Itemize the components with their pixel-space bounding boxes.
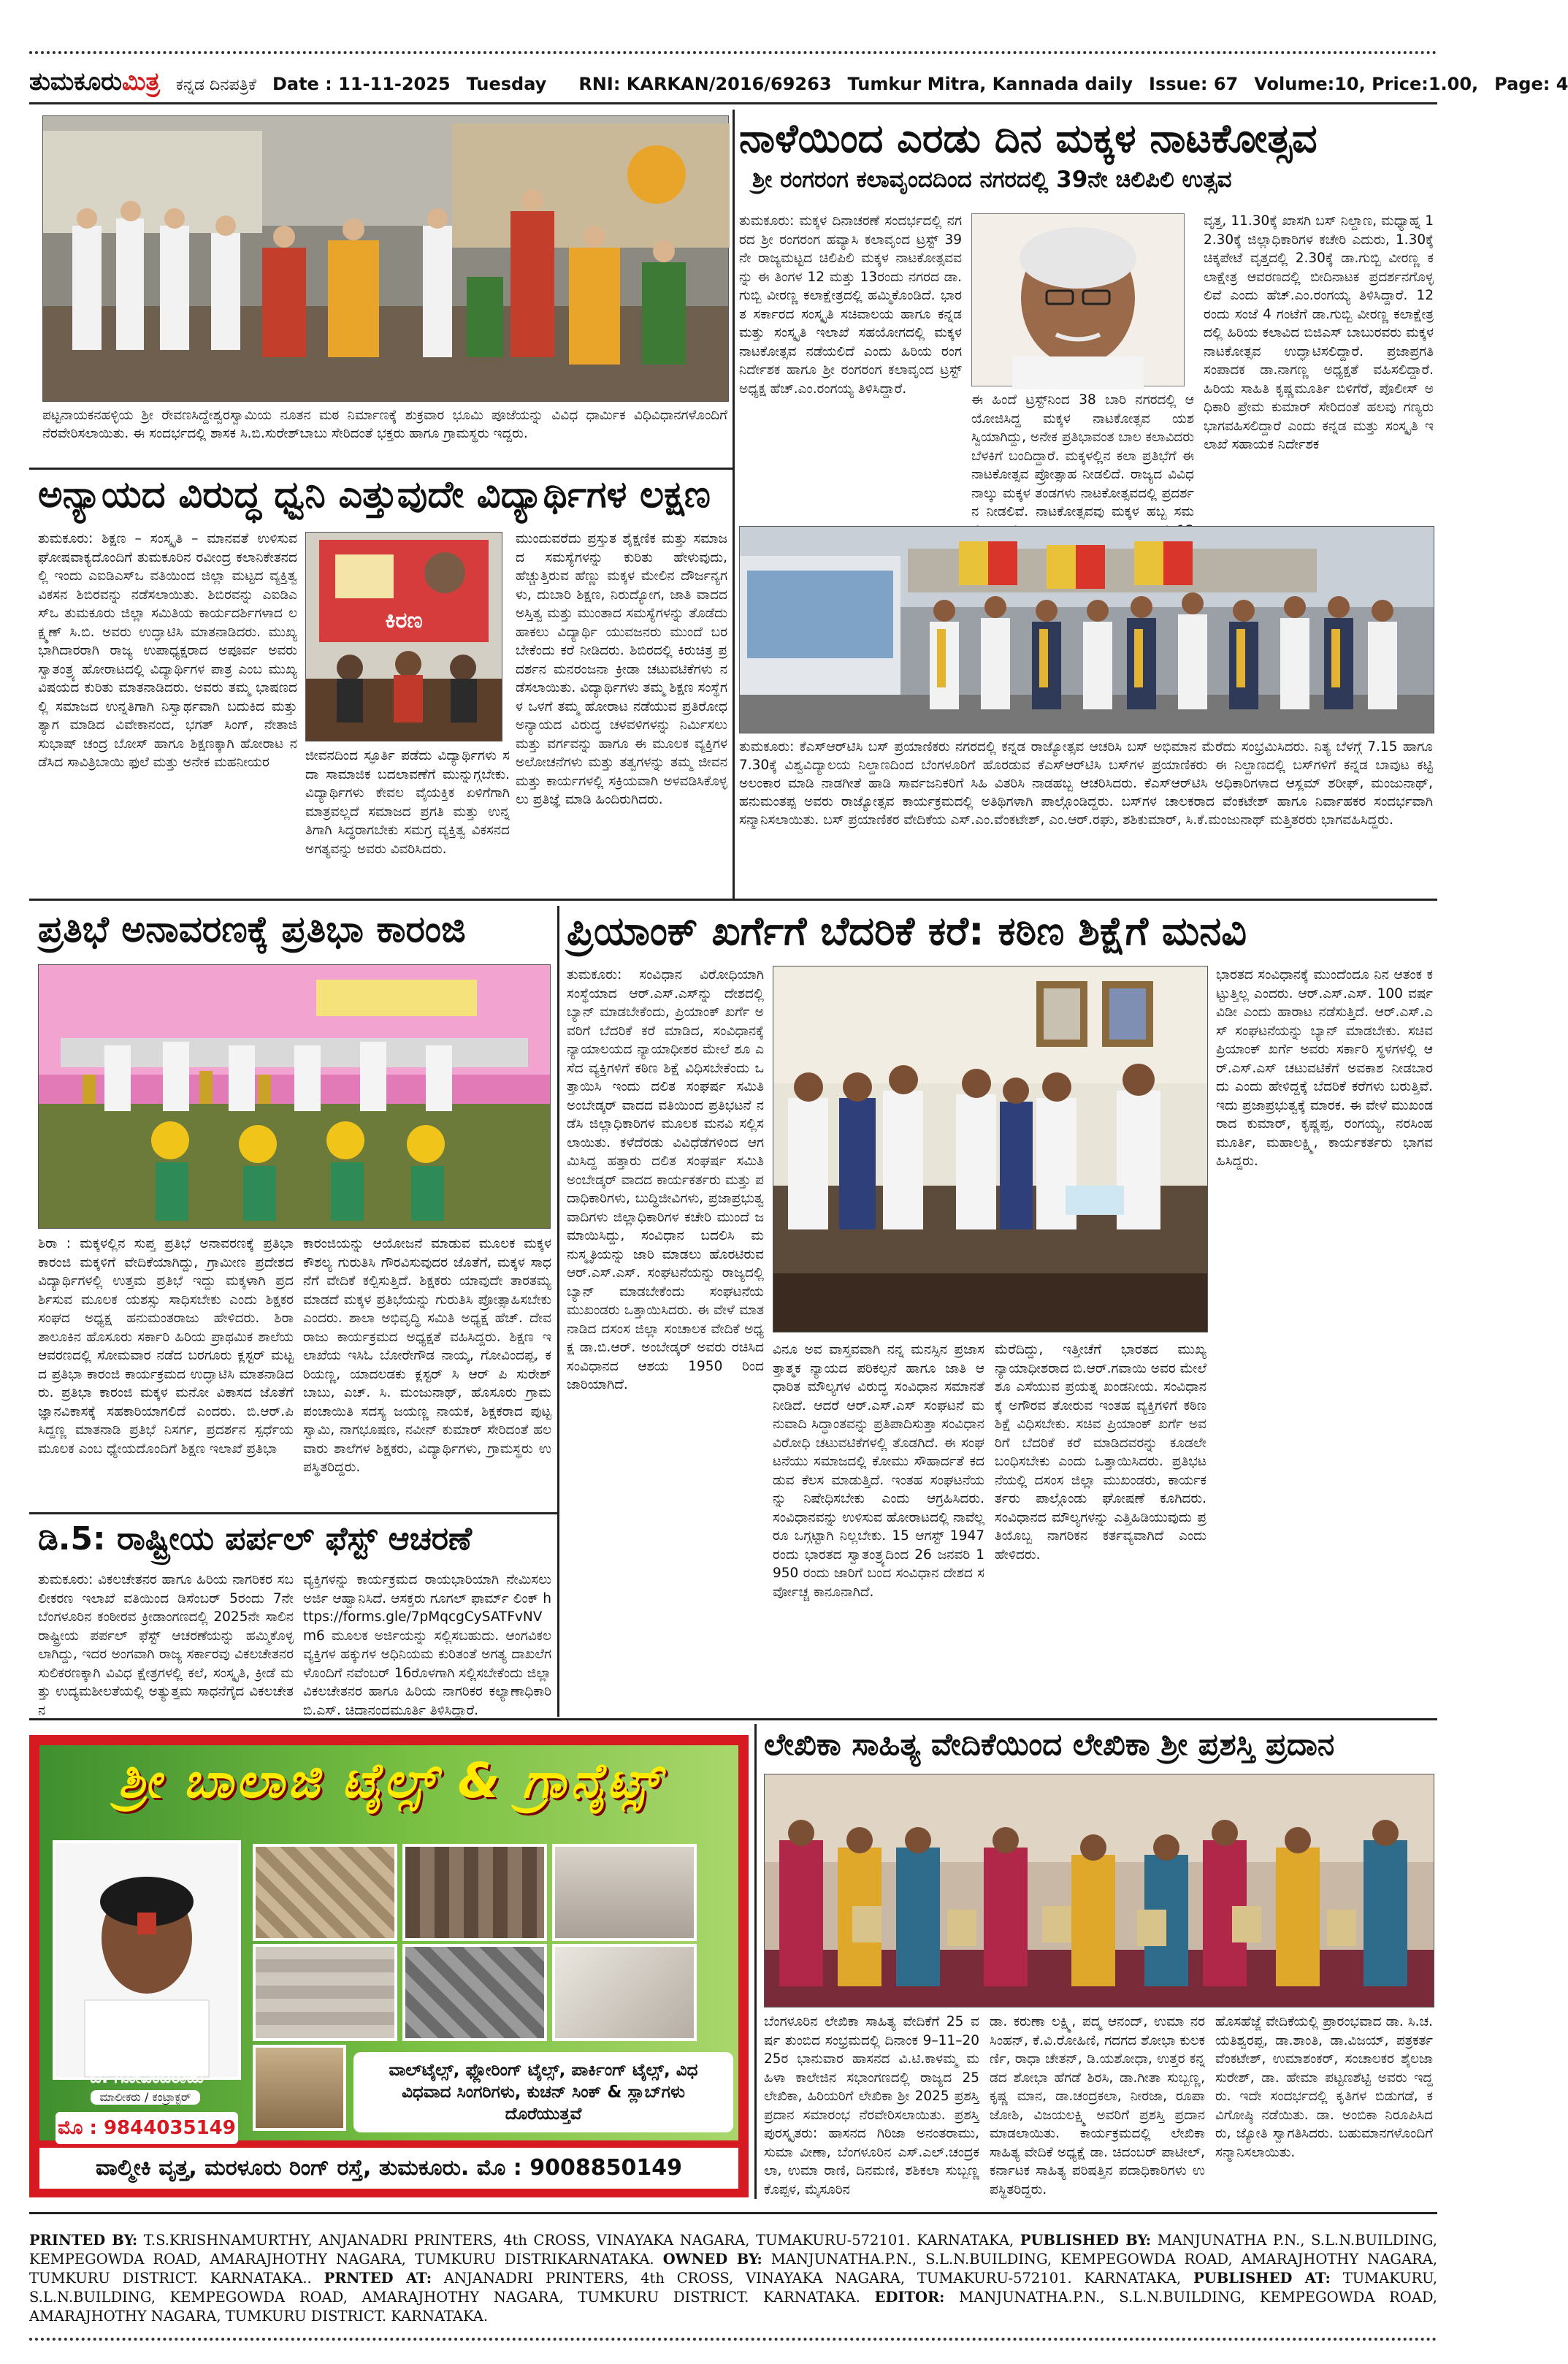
bhoomi-pooja-photo [42, 115, 729, 402]
lekhika-col-1: ಬೆಂಗಳೂರಿನ ಲೇಖಿಕಾ ಸಾಹಿತ್ಯ ವೇದಿಕೆಗೆ 25 ವರ್ಷ ತುಂಬಿದ ಸಂಭ್ರಮದಲ್ಲಿ ದಿನಾಂಕ 9–11–2025ರ ಭಾನುವಾರ ಹಾಸನದ ವಿ.ಟಿ.ಕಾಳಮ್ಮ ಮಹಿಳಾ ಕಾಲೇಜಿನ ಸಭಾಂಗಣದಲ್ಲಿ ರಾಜ್ಯದ 25 ಲೇಖಿಕಾ, ಹಿರಿಯರಿಗೆ ಲೇಖಿಕಾ ಶ್ರೀ 2025 ಪ್ರಶಸ್ತಿ ಪ್ರದಾನ ಸಮಾರಂಭ ನೆರವೇರಿಸಲಾಯಿತು. ಪ್ರಶಸ್ತಿ ಪುರಸ್ಕೃತರು: ಹಾಸನದ ಗಿರಿಜಾ ಅನಂತರಾಮು, ಸುಮಾ ವೀಣಾ, ಬೆಂಗಳೂರಿನ ಎಸ್.ಎಲ್.ಚಂದ್ರಕಲಾ, ಉಮಾ ರಾಣಿ, ದಿನಮಣಿ, ಶಶಿಕಲಾ ಸುಬ್ಬಣ್ಣ ಕೊಪ್ಪಳ, ಮೈಸೂರಿನ [764, 2014, 979, 2197]
divider-low [29, 1718, 1437, 1720]
priyank-headline: ಪ್ರಿಯಾಂಕ್ ಖರ್ಗೆಗೆ ಬೆದರಿಕೆ ಕರೆ: ಕಠಿಣ ಶಿಕ್ಷೆಗೆ ಮನವಿ [567, 908, 1247, 954]
lekhika-col-3: ಹೊಸಹೆಜ್ಜೆ ವೇದಿಕೆಯಲ್ಲಿ ಪ್ರಾರಂಭವಾದ ಡಾ. ಸಿ.ಚ.ಯತಿಶ್ವರಪ್ಪ, ಡಾ.ಶಾಂತಿ, ಡಾ.ವಿಜಯ್, ಪತ್ರಕರ್ತ ವೆಂಕಟೇಶ್, ಉಮಾಶಂಕರ್, ಸಂಚಾಲಕರ ಶೈಲಜಾ ಸುರೇಶ್, ಡಾ. ಹೇಮಾ ಪಟ್ಟಣಶೆಟ್ಟಿ ಅವರು ಇದ್ದರು. ಇದೇ ಸಂದರ್ಭದಲ್ಲಿ ಕೃತಿಗಳ ಬಿಡುಗಡೆ, ಕವಿಗೋಷ್ಠಿ ನಡೆಯಿತು. ಡಾ. ಅಂಬಿಕಾ ನಿರೂಪಿಸಿದರು, ಜ್ಯೋತಿ ಸ್ವಾಗತಿಸಿದರು. ಬಹುಮಾನಗಳೊಂದಿಗೆ ಸನ್ಮಾನಿಸಲಾಯಿತು. [1215, 2014, 1433, 2160]
top-dotted-rule [29, 51, 1437, 54]
divider-left-2 [29, 1512, 557, 1514]
masthead [29, 67, 1568, 96]
pratibha-col-1: ಶಿರಾ : ಮಕ್ಕಳಲ್ಲಿನ ಸುಪ್ತ ಪ್ರತಿಭೆ ಅನಾವರಣಕ್ಕೆ ಪ್ರತಿಭಾ ಕಾರಂಜಿ ಮಕ್ಕಳಿಗೆ ವೇದಿಕೆಯಾಗಿದ್ದು, ಗ್ರಾಮೀಣ ಪ್ರದೇಶದ ವಿದ್ಯಾರ್ಥಿಗಳಲ್ಲಿ ಉತ್ತಮ ಪ್ರತಿಭೆ ಇದ್ದು ಮಕ್ಕಳಾಗಿ ಪ್ರದರ್ಶಿಸುವ ಮೂಲಕ ಯಶಸ್ಸು ಸಾಧಿಸಬೇಕು ಎಂದು ಶಿಕ್ಷಕರ ಸಂಘದ ಅಧ್ಯಕ್ಷ ಹನುಮಂತರಾಜು ಹೇಳಿದರು. ಶಿರಾ ತಾಲೂಕಿನ ಹೊಸೂರು ಸರ್ಕಾರಿ ಹಿರಿಯ ಪ್ರಾಥಮಿಕ ಶಾಲೆಯ ಆವರಣದಲ್ಲಿ ಸೋಮವಾರ ನಡೆದ ಬರಗೂರು ಕ್ಲಸ್ಟರ್ ಮಟ್ಟದ ಪ್ರತಿಭಾ ಕಾರಂಜಿ ಕಾರ್ಯಕ್ರಮದ ಉದ್ಘಾಟಿಸಿ ಮಾತನಾಡಿದರು. ಪ್ರತಿಭಾ ಕಾರಂಜಿ ಮಕ್ಕಳ ಮನೋ ವಿಕಾಸದ ಜೊತೆಗೆ ಜ್ಞಾನವಿಕಾಸಕ್ಕೆ ಸಹಕಾರಿಯಾಗಲಿದೆ ಎಂದರು. ಬಿ.ಆರ್.ಪಿ ಸಿದ್ದಣ್ಣ ಮಾತನಾಡಿ ಪ್ರತಿಭೆ ನಿಸರ್ಗ, ಪ್ರದರ್ಶನ ಸ್ಪರ್ಧೆಯ ಮೂಲಕ ಎಂಬ ಧ್ಯೇಯದೊಂದಿಗೆ ಶಿಕ್ಷಣ ಇಲಾಖೆ ಪ್ರತಿಭಾ [38, 1236, 294, 1457]
imprint-published-by: MANJUNATHA P.N., S.L.N.BUILDING, KEMPEGOWDA ROAD, AMARAJHOTHY NAGARA, TUMKURU DISTRIKARNATAKA. [29, 2232, 1438, 2268]
priyank-col-2: ವಿನೂ ಅವ ವಾಸ್ತವವಾಗಿ ನನ್ನ ಮನಸ್ಸಿನ ಪ್ರಜಾಸತ್ತಾತ್ಮಕ ನ್ಯಾಯದ ಪರಿಕಲ್ಪನೆ ಹಾಗೂ ಜಾತಿ ಆಧಾರಿತ ಮೌಲ್ಯಗಳ ವಿರುದ್ಧ ಸಂವಿಧಾನ ಸಮಾನತೆ ನೀಡಿದೆ. ಆದರೆ ಆರ್.ಎಸ್.ಎಸ್ ಸಂಘಟನೆ ಮನುವಾದಿ ಸಿದ್ಧಾಂತವನ್ನು ಪ್ರತಿಪಾದಿಸುತ್ತಾ ಸಂವಿಧಾನ ವಿರೋಧಿ ಚಟುವಟಿಕೆಗಳಲ್ಲಿ ತೊಡಗಿದೆ. ಈ ಸಂಘಟನೆಯು ಸಮಾಜದಲ್ಲಿ ಕೋಮು ಸೌಹಾರ್ದತೆ ಕದಡುವ ಕೆಲಸ ಮಾಡುತ್ತಿದೆ. ಇಂತಹ ಸಂಘಟನೆಯನ್ನು ನಿಷೇಧಿಸಬೇಕು ಎಂದು ಆಗ್ರಹಿಸಿದರು. ಸಂವಿಧಾನವನ್ನು ಉಳಿಸುವ ಹೋರಾಟದಲ್ಲಿ ನಾವೆಲ್ಲರೂ ಒಗ್ಗಟ್ಟಾಗಿ ನಿಲ್ಲಬೇಕು. 15 ಆಗಸ್ಟ್ 1947 ರಂದು ಭಾರತದ ಸ್ವಾತಂತ್ರ್ಯದಿಂದ 26 ಜನವರಿ 1950 ರಂದು ಜಾರಿಗೆ ಬಂದ ಸಂವಿಧಾನ ದೇಶದ ಸರ್ವೋಚ್ಚ ಕಾನೂನಾಗಿದೆ. [773, 1342, 984, 1600]
drama-col-3: ವೃತ್ತ, 11.30ಕ್ಕೆ ಖಾಸಗಿ ಬಸ್ ನಿಲ್ದಾಣ, ಮಧ್ಯಾಹ್ನ 12.30ಕ್ಕೆ ಜಿಲ್ಲಾಧಿಕಾರಿಗಳ ಕಚೇರಿ ಎದುರು, 1.30ಕ್ಕೆ ಚಿಕ್ಕಪೇಟೆ ವೃತ್ತದಲ್ಲಿ 2.30ಕ್ಕೆ ಡಾ.ಗುಬ್ಬಿ ವೀರಣ್ಣ ಕಲಾಕ್ಷೇತ್ರ ಆವರಣದಲ್ಲಿ ಬೀದಿನಾಟಕ ಪ್ರದರ್ಶನಗೊಳ್ಳಲಿವೆ ಎಂದು ಹೆಚ್.ಎಂ.ರಂಗಯ್ಯ ತಿಳಿಸಿದ್ದಾರೆ. 12ರಂದು ಸಂಜೆ 4 ಗಂಟೆಗೆ ಡಾ.ಗುಬ್ಬಿ ವೀರಣ್ಣ ಕಲಾಕ್ಷೇತ್ರದಲ್ಲಿ ಹಿರಿಯ ಕಲಾವಿದ ಬಿಜಿಎಸ್ ಬಾಬುರವರು ಮಕ್ಕಳ ನಾಟಕೋತ್ಸವ ಉದ್ಘಾಟಿಸಲಿದ್ದಾರೆ. ಪ್ರಜಾಪ್ರಗತಿ ಸಂಪಾದಕ ಡಾ.ನಾಗಣ್ಣ ಅಧ್ಯಕ್ಷತೆ ವಹಿಸಲಿದ್ದಾರೆ. ಹಿರಿಯ ಸಾಹಿತಿ ಕೃಷ್ಣಮೂರ್ತಿ ಬಿಳಿಗೆರೆ, ಪೊಲೀಸ್ ಅಧಿಕಾರಿ ಪ್ರೇಮ ಕುಮಾರ್ ಸೇರಿದಂತೆ ಹಲವು ಗಣ್ಯರು ಭಾಗವಹಿಸಲಿದ್ದಾರೆ ಎಂದು ಕನ್ನಡ ಮತ್ತು ಸಂಸ್ಕೃತಿ ಇಲಾಖೆ ಸಹಾಯಕ ನಿರ್ದೇಶಕ [1204, 213, 1434, 452]
advert-owner-phone: ಮೊ : 9844035149 [56, 2112, 238, 2144]
divider-low-col [754, 1724, 757, 2199]
imprint-editor: MANJUNATHA.P.N., S.L.N.BUILDING, KEMPEGOWDA ROAD, AMARAJHOTHY NAGARA, TUMKURU DISTRICT. KARNATAKA. [29, 2289, 1437, 2325]
masthead-rni: RNI: KARKAN/2016/69263 [578, 74, 832, 94]
lekhika-headline: ಲೇಖಿಕಾ ಸಾಹಿತ್ಯ ವೇದಿಕೆಯಿಂದ ಲೇಖಿಕಾ ಶ್ರೀ ಪ್ರಶಸ್ತಿ ಪ್ರದಾನ [764, 1726, 1335, 1762]
masthead-issue: Issue: 67 [1149, 74, 1239, 94]
priyank-col-4: ಭಾರತದ ಸಂವಿಧಾನಕ್ಕೆ ಮುಂದೆಂದೂ ನಿನ ಆತಂಕ ಕಟ್ಟುತ್ತಿಲ್ಲ ಎಂದರು. ಆರ್.ಎಸ್.ಎಸ್. 100 ವರ್ಷವಿಡೀ ಎಂದು ಹಾರಾಟ ನಡೆಸುತ್ತಿದೆ. ಆರ್.ಎಸ್.ಎಸ್ ಸಂಘಟನೆಯನ್ನು ಬ್ಯಾನ್ ಮಾಡಬೇಕು. ಸಚಿವ ಪ್ರಿಯಾಂಕ್ ಖರ್ಗೆ ಅವರು ಸರ್ಕಾರಿ ಸ್ಥಳಗಳಲ್ಲಿ ಆರ್.ಎಸ್.ಎಸ್ ಚಟುವಟಿಕೆಗೆ ಅವಕಾಶ ನೀಡಬಾರದು ಎಂದು ಹೇಳಿದ್ದಕ್ಕೆ ಬೆದರಿಕೆ ಕರೆಗಳು ಬರುತ್ತಿವೆ. ಇದು ಪ್ರಜಾಪ್ರಭುತ್ವಕ್ಕೆ ಮಾರಕ. ಈ ವೇಳೆ ಮುಖಂಡರಾದ ಕುಮಾರ್, ಕೃಷ್ಣಪ್ಪ, ರಂಗಯ್ಯ, ನರಸಿಂಹಮೂರ್ತಿ, ಮಹಾಲಕ್ಷ್ಮಿ, ಕಾರ್ಯಕರ್ತರು ಭಾಗವಹಿಸಿದ್ದರು. [1216, 967, 1433, 1169]
aidso-camp-photo [305, 532, 502, 741]
imprint-printed-by-label: PRINTED BY: [29, 2232, 138, 2249]
drama-col-1: ತುಮಕೂರು: ಮಕ್ಕಳ ದಿನಾಚರಣೆ ಸಂದರ್ಭದಲ್ಲಿ ನಗರದ ಶ್ರೀ ರಂಗರಂಗ ಹವ್ಯಾಸಿ ಕಲಾವೃಂದ ಟ್ರಸ್ಟ್ 39ನೇ ರಾಜ್ಯಮಟ್ಟದ ಚಿಲಿಪಿಲಿ ಮಕ್ಕಳ ನಾಟಕೋತ್ಸವವನ್ನು ಈ ತಿಂಗಳ 12 ಮತ್ತು 13ರಂದು ನಗರದ ಡಾ.ಗುಬ್ಬಿ ವೀರಣ್ಣ ಕಲಾಕ್ಷೇತ್ರದಲ್ಲಿ ಹಮ್ಮಿಕೊಂಡಿದೆ. ಭಾರತ ಸರ್ಕಾರದ ಸಂಸ್ಕೃತಿ ಸಚಿವಾಲಯ ಹಾಗೂ ಕನ್ನಡ ಮತ್ತು ಸಂಸ್ಕೃತಿ ಇಲಾಖೆ ಸಹಯೋಗದಲ್ಲಿ ಮಕ್ಕಳ ನಾಟಕೋತ್ಸವ ನಡೆಯಲಿದೆ ಎಂದು ಹಿರಿಯ ರಂಗ ನಿರ್ದೇಶಕ ಹಾಗೂ ಶ್ರೀ ರಂಗರಂಗ ಕಲಾವೃಂದ ಟ್ರಸ್ಟ್ ಅಧ್ಯಕ್ಷ ಹೆಚ್.ಎಂ.ರಂಗಯ್ಯ ತಿಳಿಸಿದ್ದಾರೆ. [739, 213, 962, 397]
imprint-printed-at: ANJANADRI PRINTERS, 4th CROSS, VINAYAKA NAGARA, TUMAKURU-572101. KARNATAKA, [443, 2270, 1182, 2287]
balaji-tiles-advert [29, 1735, 749, 2197]
drama-headline: ನಾಳೆಯಿಂದ ಎರಡು ದಿನ ಮಕ್ಕಳ ನಾಟಕೋತ್ಸವ [739, 115, 1317, 161]
advert-address-footer: ವಾಲ್ಮೀಕಿ ವೃತ್ತ, ಮರಳೂರು ರಿಂಗ್ ರಸ್ತೆ, ತುಮಕೂರು. ಮೊ : 9008850149 [39, 2148, 738, 2189]
divider-mid [29, 899, 1437, 901]
advert-tile-photo-1 [253, 1844, 397, 1941]
purple-col-1: ತುಮಕೂರು: ವಿಕಲಚೇತನರ ಹಾಗೂ ಹಿರಿಯ ನಾಗರಿಕರ ಸಬಲೀಕರಣ ಇಲಾಖೆ ವತಿಯಿಂದ ಡಿಸೆಂಬರ್ 5ರಂದು 7ನೇ ಬೆಂಗಳೂರಿನ ಕಂಠೀರವ ಕ್ರೀಡಾಂಗಣದಲ್ಲಿ 2025ನೇ ಸಾಲಿನ ರಾಷ್ಟ್ರೀಯ ಪರ್ಪಲ್ ಫೆಸ್ಟ್ ಆಚರಣೆಯನ್ನು ಹಮ್ಮಿಕೊಳ್ಳಲಾಗಿದ್ದು, ಇದರ ಅಂಗವಾಗಿ ರಾಜ್ಯ ಸರ್ಕಾರವು ವಿಕಲಚೇತನರ ಸುಲಿಕರಣಕ್ಕಾಗಿ ವಿವಿಧ ಕ್ಷೇತ್ರಗಳಲ್ಲಿ ಕಲೆ, ಸಂಸ್ಕೃತಿ, ಕ್ರೀಡೆ ಮತ್ತು ಉದ್ಯಮಶೀಲತೆಯಲ್ಲಿ ಅತ್ಯುತ್ತಮ ಸಾಧನೆಗೈದ ವಿಕಲಚೇತನ [38, 1572, 294, 1718]
priyank-col-1: ತುಮಕೂರು: ಸಂವಿಧಾನ ವಿರೋಧಿಯಾಗಿ ಸಂಸ್ಥೆಯಾದ ಆರ್.ಎಸ್.ಎಸ್‌ನ್ನು ದೇಶದಲ್ಲಿ ಬ್ಯಾನ್ ಮಾಡಬೇಕೆಂದು, ಪ್ರಿಯಾಂಕ್ ಖರ್ಗೆ ಅವರಿಗೆ ಬೆದರಿಕೆ ಕರೆ ಮಾಡಿದ, ಸಂವಿಧಾನಕ್ಕೆ ನ್ಯಾಯಾಲಯದ ನ್ಯಾಯಾಧೀಶರ ಮೇಲೆ ಶೂ ಎಸೆದ ವ್ಯಕ್ತಿಗಳಿಗೆ ಕಠಿಣ ಶಿಕ್ಷೆ ವಿಧಿಸಬೇಕೆಂದು ಒತ್ತಾಯಿಸಿ ಇಂದು ದಲಿತ ಸಂಘರ್ಷ ಸಮಿತಿ ಅಂಬೇಡ್ಕರ್ ವಾದದ ವತಿಯಿಂದ ಪ್ರತಿಭಟನೆ ನಡೆಸಿ ಜಿಲ್ಲಾಧಿಕಾರಿಗಳ ಮೂಲಕ ಮನವಿ ಸಲ್ಲಿಸಲಾಯಿತು. ಕಳೆದೆರಡು ವಿವಿಧೆಡೆಗಳಿಂದ ಆಗಮಿಸಿದ್ದ ಹತ್ತಾರು ದಲಿತ ಸಂಘರ್ಷ ಸಮಿತಿ ಅಂಬೇಡ್ಕರ್ ವಾದದ ಕಾರ್ಯಕರ್ತರು ಮತ್ತು ಪದಾಧಿಕಾರಿಗಳು, ಬುದ್ಧಿಜೀವಿಗಳು, ಪ್ರಜಾಪ್ರಭುತ್ವವಾದಿಗಳು ಜಿಲ್ಲಾಧಿಕಾರಿಗಳ ಕಚೇರಿ ಮುಂದೆ ಜಮಾಯಿಸಿದ್ದು, ಸಂವಿಧಾನ ಬದಲಿಸಿ ಮನುಸ್ಮೃತಿಯನ್ನು ಜಾರಿ ಮಾಡಲು ಹೊರಟಿರುವ ಆರ್.ಎಸ್.ಎಸ್. ಸಂಘಟನೆಯನ್ನು ರಾಜ್ಯದಲ್ಲಿ ಬ್ಯಾನ್ ಮಾಡಬೇಕೆಂದು ಸಂಘಟನೆಯ ಮುಖಂಡರು ಒತ್ತಾಯಿಸಿದರು. ಈ ವೇಳೆ ಮಾತನಾಡಿದ ದಸಂಸ ಜಿಲ್ಲಾ ಸಂಚಾಲಕ ವೇದಿಕೆ ಅಧ್ಯಕ್ಷ ಡಾ.ಬಿ.ಆರ್. ಅಂಬೇಡ್ಕರ್ ಅವರು ರಚಿಸಿದ ಸಂವಿಧಾನದ ಆಶಯ 1950 ರಿಂದ ಜಾರಿಯಾಗಿದೆ. [567, 967, 764, 1392]
imprint-owned-by: MANJUNATHA.P.N., S.L.N.BUILDING, KEMPEGOWDA ROAD, AMARAJHOTHY NAGARA, TUMKURU DISTRICT. KARNATAKA.. [29, 2251, 1438, 2287]
imprint-published-at-label: PUBLISHED AT: [1193, 2270, 1331, 2287]
pratibha-col-2: ಕಾರಂಜಿಯನ್ನು ಆಯೋಜನೆ ಮಾಡುವ ಮೂಲಕ ಮಕ್ಕಳ ಕೌಶಲ್ಯ ಗುರುತಿಸಿ ಗೌರವಿಸುವುದರ ಜೊತೆಗೆ, ಮಕ್ಕಳ ಸಾಧನೆಗೆ ವೇದಿಕೆ ಕಲ್ಪಿಸುತ್ತಿದೆ. ಶಿಕ್ಷಕರು ಯಾವುದೇ ತಾರತಮ್ಯ ಮಾಡದೆ ಮಕ್ಕಳ ಪ್ರತಿಭೆಯನ್ನು ಗುರುತಿಸಿ ಪ್ರೋತ್ಸಾಹಿಸಬೇಕು ಎಂದರು. ಶಾಲಾ ಅಭಿವೃದ್ಧಿ ಸಮಿತಿ ಅಧ್ಯಕ್ಷ ಹೆಚ್. ದೇವರಾಜು ಕಾರ್ಯಕ್ರಮದ ಅಧ್ಯಕ್ಷತೆ ವಹಿಸಿದ್ದರು. ಶಿಕ್ಷಣ ಇಲಾಖೆಯ ಇಸಿಓ ಬೋರೇಗೌಡ ನಾಯ್ಕ, ಗೋವಿಂದಪ್ಪ, ಕರಿಯಣ್ಣ, ಯಾದಲಡಕು ಕ್ಲಸ್ಟರ್ ಸಿ ಆರ್ ಪಿ ಸುರೇಶ್ ಬಾಬು, ಎಚ್. ಸಿ. ಮಂಜುನಾಥ್, ಹೊಸೂರು ಗ್ರಾಮ ಪಂಚಾಯಿತಿ ಸದಸ್ಯ ಜಯಣ್ಣ ನಾಯಕ, ಶಿಕ್ಷಕರಾದ ಪುಟ್ಟಸ್ವಾಮಿ, ನಾಗಭೂಷಣ, ನವೀನ್ ಕುಮಾರ್ ಸೇರಿದಂತೆ ಹಲವಾರು ಶಾಲೆಗಳ ಶಿಕ್ಷಕರು, ವಿದ್ಯಾರ್ಥಿಗಳು, ಗ್ರಾಮಸ್ಥರು ಉಪಸ್ಥಿತರಿದ್ದರು. [303, 1236, 551, 1475]
masthead-tagline: ಕನ್ನಡ ದಿನಪತ್ರಿಕೆ [175, 76, 256, 94]
advert-tile-photo-4 [253, 1944, 397, 2041]
dhvani-headline: ಅನ್ಯಾಯದ ವಿರುದ್ಧ ಧ್ವನಿ ಎತ್ತುವುದೇ ವಿದ್ಯಾರ್ಥಿಗಳ ಲಕ್ಷಣ [38, 473, 711, 516]
masthead-paper-name: Tumkur Mitra, Kannada daily [847, 74, 1133, 94]
aidso-banner-text: ಕಿರಣ [385, 608, 423, 633]
divider-left-1 [29, 468, 733, 470]
lekhika-award-photo [764, 1774, 1434, 2008]
drama-subhead: ಶ್ರೀ ರಂಗರಂಗ ಕಲಾವೃಂದದಿಂದ ನಗರದಲ್ಲಿ 39ನೇ ಚಿಲಿಪಿಲಿ ಉತ್ಸವ [752, 167, 1232, 193]
pratibha-karanji-photo [38, 964, 551, 1229]
advert-tile-photo-2 [402, 1844, 547, 1941]
lekhika-col-2: ಡಾ. ಕರುಣಾ ಲಕ್ಷ್ಮಿ, ಪದ್ಮ ಆನಂದ್, ಉಮಾ ನರಸಿಂಹನ್, ಕೆ.ವಿ.ರೋಹಿಣಿ, ಗದಗದ ಶೋಭಾ ಕುಲಕರ್ಣಿ, ರಾಧಾ ಚೇತನ್, ಡಿ.ಯಶೋಧಾ, ಉತ್ತರ ಕನ್ನಡದ ಶೋಭಾ ಹೆಗಡೆ ಶಿರಸಿ, ಡಾ.ಗೀತಾ ಸುಬ್ಬಣ್ಣ, ಕೃಷ್ಣ ಮಾನ, ಡಾ.ಚಂದ್ರಕಲಾ, ನೀರಜಾ, ರೂಪಾ ಜೋಶಿ, ವಿಜಯಲಕ್ಷ್ಮಿ ಅವರಿಗೆ ಪ್ರಶಸ್ತಿ ಪ್ರದಾನ ಮಾಡಲಾಯಿತು. ಕಾರ್ಯಕ್ರಮದಲ್ಲಿ ಲೇಖಿಕಾ ಸಾಹಿತ್ಯ ವೇದಿಕೆ ಅಧ್ಯಕ್ಷೆ ಡಾ. ಚಿದಂಬರ್ ಪಾಟೀಲ್, ಕರ್ನಾಟಕ ಸಾಹಿತ್ಯ ಪರಿಷತ್ತಿನ ಪದಾಧಿಕಾರಿಗಳು ಉಪಸ್ಥಿತರಿದ್ದರು. [990, 2014, 1205, 2197]
masthead-volume-price: Volume:10, Price:1.00, [1254, 74, 1479, 94]
drama-col-2: ಈ ಹಿಂದೆ ಟ್ರಸ್ಟ್‌ನಿಂದ 38 ಬಾರಿ ನಗರದಲ್ಲಿ ಆಯೋಜಿಸಿದ್ದ ಮಕ್ಕಳ ನಾಟಕೋತ್ಸವ ಯಶಸ್ವಿಯಾಗಿದ್ದು, ಅನೇಕ ಪ್ರತಿಭಾವಂತ ಬಾಲ ಕಲಾವಿದರು ಬೆಳಕಿಗೆ ಬಂದಿದ್ದಾರೆ. ಮಕ್ಕಳಲ್ಲಿನ ಕಲಾ ಪ್ರತಿಭೆಗೆ ಈ ನಾಟಕೋತ್ಸವ ಪ್ರೋತ್ಸಾಹ ನೀಡಲಿದೆ. ರಾಜ್ಯದ ವಿವಿಧ ನಾಲ್ಕು ಮಕ್ಕಳ ತಂಡಗಳು ನಾಟಕೋತ್ಸವದಲ್ಲಿ ಪ್ರದರ್ಶನ ನೀಡಲಿವೆ. ನಾಟಕೋತ್ಸವವು ಮಕ್ಕಳ ಹಬ್ಬ ಸಮ [971, 392, 1194, 519]
advert-title: ಶ್ರೀ ಬಾಲಾಜಿ ಟೈಲ್ಸ್ & ಗ್ರಾನೈಟ್ಸ್ [118, 1753, 662, 1809]
pratibha-headline: ಪ್ರತಿಭೆ ಅನಾವರಣಕ್ಕೆ ಪ್ರತಿಭಾ ಕಾರಂಜಿ [38, 908, 466, 950]
imprint-editor-label: EDITOR: [874, 2289, 945, 2306]
divider-top [733, 110, 735, 899]
masthead-rule [29, 102, 1437, 104]
priyank-memorandum-photo [773, 966, 1208, 1332]
bottom-dotted-rule [29, 2338, 1437, 2341]
purple-headline: ಡಿ.5: ರಾಷ್ಟ್ರೀಯ ಪರ್ಪಲ್ ಫೆಸ್ಟ್ ಆಚರಣೆ [38, 1520, 473, 1557]
rangayya-portrait [971, 213, 1185, 386]
advert-tile-photo-5 [402, 1944, 547, 2041]
masthead-day: Tuesday [466, 74, 547, 94]
dhvani-col-3: ಮುಂದುವರೆದು ಪ್ರಸ್ತುತ ಶೈಕ್ಷಣಿಕ ಮತ್ತು ಸಮಾಜದ ಸಮಸ್ಯೆಗಳನ್ನು ಕುರಿತು ಹೇಳುವುದು, ಹೆಚ್ಚುತ್ತಿರುವ ಹೆಣ್ಣು ಮಕ್ಕಳ ಮೇಲಿನ ದೌರ್ಜನ್ಯಗಳು, ದುಬಾರಿ ಶಿಕ್ಷಣ, ನಿರುದ್ಯೋಗ, ಜಾತಿ ವಾದದ ಅಸ್ತಿತ್ವ ಮತ್ತು ಮುಂತಾದ ಸಮಸ್ಯೆಗಳನ್ನು ತೊಡೆದು ಹಾಕಲು ವಿದ್ಯಾರ್ಥಿ ಯುವಜನರು ಮುಂದೆ ಬರಬೇಕೆಂದು ಕರೆ ನೀಡಿದರು. ಶಿಬಿರದಲ್ಲಿ ಕಿರುಚಿತ್ರ ಪ್ರದರ್ಶನ ಮನರಂಜನಾ ಕ್ರೀಡಾ ಚಟುವಟಿಕೆಗಳು ನಡೆಸಲಾಯಿತು. ವಿದ್ಯಾರ್ಥಿಗಳು ತಮ್ಮ ಶಿಕ್ಷಣ ಸಂಸ್ಥೆಗಳ ಒಳಗೆ ತಮ್ಮ ಹೋರಾಟ ನಡೆಯುವ ಪ್ರತಿರೋಧ ಅನ್ಯಾಯದ ವಿರುದ್ಧ ಚಳವಳಿಗಳನ್ನು ನಿರ್ಮಿಸಲು ಮತ್ತು ವರ್ಗವನ್ನು ಹಾಗೂ ಈ ಮೂಲಕ ವ್ಯಕ್ತಿಗಳ ಅಲೋಚನೆಗಳು ಮತ್ತು ತತ್ವಗಳನ್ನು ತಮ್ಮ ಜೀವನ ಮತ್ತು ಕಾರ್ಯಗಳಲ್ಲಿ ಸಕ್ರಿಯವಾಗಿ ಅಳವಡಿಸಿಕೊಳ್ಳಲು ಪ್ರತಿಜ್ಞೆ ಮಾಡಿ ಹಿಂದಿರುಗಿದರು. [516, 531, 727, 807]
purple-col-2: ವ್ಯಕ್ತಿಗಳನ್ನು ಕಾರ್ಯಕ್ರಮದ ರಾಯಭಾರಿಯಾಗಿ ನೇಮಿಸಲು ಅರ್ಜಿ ಆಹ್ವಾನಿಸಿದೆ. ಆಸಕ್ತರು ಗೂಗಲ್ ಫಾರ್ಮ್ ಲಿಂಕ್ https://forms.gle/7pMqcgCySATFvNVm6 ಮೂಲಕ ಅರ್ಜಿಯನ್ನು ಸಲ್ಲಿಸಬಹುದು. ಆಂಗವಿಕಲ ವ್ಯಕ್ತಿಗಳ ಹಕ್ಕುಗಳ ಅಧಿನಿಯಮ ಕುರಿತಂತೆ ಅಗತ್ಯ ದಾಖಲೆಗಳೊಂದಿಗೆ ನವೆಂಬರ್ 16ರೊಳಗಾಗಿ ಸಲ್ಲಿಸಬೇಕೆಂದು ಜಿಲ್ಲಾ ವಿಕಲಚೇತನರ ಹಾಗೂ ಹಿರಿಯ ನಾಗರಿಕರ ಕಲ್ಯಾಣಾಧಿಕಾರಿ ಬಿ.ಎಸ್. ಚಿದಾನಂದಮೂರ್ತಿ ತಿಳಿಸಿದ್ದಾರೆ. [303, 1572, 551, 1718]
imprint-published-by-label: PUBLISHED BY: [1020, 2232, 1152, 2249]
bus-rajyotsava-caption: ತುಮಕೂರು: ಕೆಎಸ್‌ಆರ್‌ಟಿಸಿ ಬಸ್ ಪ್ರಯಾಣಿಕರು ನಗರದಲ್ಲಿ ಕನ್ನಡ ರಾಜ್ಯೋತ್ಸವ ಆಚರಿಸಿ ಬಸ್ ಅಭಿಮಾನ ಮೆರೆದು ಸಂಭ್ರಮಿಸಿದರು. ನಿತ್ಯ ಬೆಳಗ್ಗೆ 7.15 ಹಾಗೂ 7.30ಕ್ಕೆ ವಿಶ್ವವಿದ್ಯಾಲಯ ನಿಲ್ದಾಣದಿಂದ ಬೆಂಗಳೂರಿಗೆ ಹೊರಡುವ ಕೆಎಸ್‌ಆರ್‌ಟಿಸಿ ಬಸ್‌ಗಳ ಪ್ರಯಾಣಿಕರು ಈ ನಿಲ್ದಾಣದಲ್ಲಿ ಬಸ್‌ಗಳಿಗೆ ಕನ್ನಡ ಬಾವುಟ ಕಟ್ಟಿ ಅಲಂಕಾರ ಮಾಡಿ ನಾಡಗೀತೆ ಹಾಡಿ ಸಾರ್ವಜನಿಕರಿಗೆ ಸಿಹಿ ವಿತರಿಸಿ ನಾಡಹಬ್ಬ ಆಚರಿಸಿದರು. ಕೆಎಸ್‌ಆರ್‌ಟಿಸಿ ಅಧಿಕಾರಿಗಳಾದ ಆಸ್ಲಮ್ ಶರೀಫ್, ಮಂಜುನಾಥ್, ಹನುಮಂತಪ್ಪ ಅವರು ರಾಜ್ಯೋತ್ಸವ ಕಾರ್ಯಕ್ರಮದಲ್ಲಿ ಅತಿಥಿಗಳಾಗಿ ಪಾಲ್ಗೊಂಡಿದ್ದರು. ಬಸ್‌ಗಳ ಚಾಲಕರಾದ ವೆಂಕಟೇಶ್ ಹಾಗೂ ನಿರ್ವಾಹಕರ ಸಂದರ್ಭವಾಗಿ ಸನ್ಮಾನಿಸಲಾಯಿತು. ಬಸ್ ಪ್ರಯಾಣಿಕರ ವೇದಿಕೆಯ ಎಸ್.ಎಂ.ವೆಂಕಟೇಶ್, ಎಂ.ಆರ್.ರಘು, ಶಶಿಕುಮಾರ್, ಸಿ.ಕೆ.ಮಂಜುನಾಥ್ ಮತ್ತಿತರರು ಭಾಗವಹಿಸಿದ್ದರು. [739, 739, 1433, 828]
advert-panel [39, 1745, 738, 2140]
advert-services: ವಾಲ್‌ಟೈಲ್ಸ್, ಫ್ಲೋರಿಂಗ್ ಟೈಲ್ಸ್, ಪಾರ್ಕಿಂಗ್ ಟೈಲ್ಸ್, ವಿಧ ವಿಧವಾದ ಸಿಂಗರಿಗಳು, ಕುಚನ್ ಸಿಂಕ್ & ಸ್ಲಾಬ್‌ಗಳು ದೊರೆಯುತ್ತವೆ [353, 2052, 733, 2132]
masthead-date: Date : 11-11-2025 [272, 74, 451, 94]
imprint-owned-by-label: OWNED BY: [662, 2251, 762, 2268]
imprint-printed-by: T.S.KRISHNAMURTHY, ANJANADRI PRINTERS, 4th CROSS, VINAYAKA NAGARA, TUMAKURU-572101. KARNATAKA, [143, 2232, 1014, 2249]
advert-tile-photo-7 [253, 2045, 346, 2131]
advert-owner-photo [53, 1840, 241, 2080]
dhvani-col-2: ಜೀವನದಿಂದ ಸ್ಫೂರ್ತಿ ಪಡೆದು ವಿದ್ಯಾರ್ಥಿಗಳು ಸದಾ ಸಾಮಾಜಿಕ ಬದಲಾವಣೆಗೆ ಮುನ್ನುಗ್ಗಬೇಕು. ವಿದ್ಯಾರ್ಥಿಗಳು ಕೇವಲ ವೈಯಕ್ತಿಕ ಏಳಿಗೆಗಾಗಿ ಮಾತ್ರವಲ್ಲದೆ ಸಮಾಜದ ಪ್ರಗತಿ ಮತ್ತು ಉನ್ನತಿಗಾಗಿ ಸಿದ್ಧರಾಗಬೇಕು ಸಮಗ್ರ ವ್ಯಕ್ತಿತ್ವ ವಿಕಸನದ ಅಗತ್ಯವನ್ನು ಅವರು ವಿವರಿಸಿದರು. [305, 748, 510, 857]
divider-bottom [29, 2212, 1437, 2214]
divider-mid-col [557, 906, 559, 1717]
masthead-page: Page: 4 [1494, 74, 1568, 94]
bus-rajyotsava-photo [739, 526, 1434, 733]
masthead-logo: ತುಮಕೂರುಮಿತ್ರ [29, 67, 160, 96]
imprint-printed-at-label: PRNTED AT: [324, 2270, 432, 2287]
imprint-published-at: TUMAKURU, S.L.N.BUILDING, KEMPEGOWDA ROAD, AMARAJHOTHY NAGARA, TUMKURU DISTRICT. KARNATAKA. [29, 2270, 1438, 2306]
advert-owner-name: ಬಿ. ಗೋವಿಂದರಾಜು [89, 2067, 204, 2087]
dhvani-col-1: ತುಮಕೂರು: ಶಿಕ್ಷಣ – ಸಂಸ್ಕೃತಿ – ಮಾನವತೆ ಉಳಿಸುವ ಘೋಷವಾಕ್ಯದೊಂದಿಗೆ ತುಮಕೂರಿನ ರವೀಂದ್ರ ಕಲಾನಿಕೇತನದಲ್ಲಿ ಇಂದು ಎಐಡಿಎಸ್‌ಒ ವತಿಯಿಂದ ಜಿಲ್ಲಾ ಮಟ್ಟದ ವ್ಯಕ್ತಿತ್ವ ವಿಕಸನ ಶಿಬಿರವನ್ನು ನಡೆಸಲಾಯಿತು. ಶಿಬಿರವನ್ನು ಎಐಡಿಎಸ್‌ಒ ತುಮಕೂರು ಜಿಲ್ಲಾ ಸಮಿತಿಯ ಕಾರ್ಯದರ್ಶಿಗಳಾದ ಲಕ್ಷ್ಮಣ್ ಸಿ.ಬಿ. ಅವರು ಉದ್ಘಾಟಿಸಿ ಮಾತನಾಡಿದರು. ಮುಖ್ಯ ಭಾಗಿದಾರರಾಗಿ ರಾಜ್ಯ ಉಪಾಧ್ಯಕ್ಷರಾದ ಅಪೂರ್ವ ಅವರು ಸ್ವಾತಂತ್ರ್ಯ ಹೋರಾಟದಲ್ಲಿ ವಿದ್ಯಾರ್ಥಿಗಳ ಪಾತ್ರ ಎಂಬ ಮುಖ್ಯ ವಿಷಯದ ಕುರಿತು ಮಾತನಾಡಿದರು. ಅವರು ತಮ್ಮ ಭಾಷಣದಲ್ಲಿ ಸಮಾಜದ ಉನ್ನತಿಗಾಗಿ ನಿಸ್ವಾರ್ಥವಾಗಿ ಬದುಕಿದ ಮತ್ತು ತ್ಯಾಗ ಮಾಡಿದ ವಿವೇಕಾನಂದ, ಭಗತ್ ಸಿಂಗ್, ನೇತಾಜಿ ಸುಭಾಷ್ ಚಂದ್ರ ಬೋಸ್ ಹಾಗೂ ಶಿಕ್ಷಣಕ್ಕಾಗಿ ಹೋರಾಟ ನಡೆಸಿದ ಸಾವಿತ್ರಿಬಾಯಿ ಫುಲೆ ಮತ್ತು ಅನೇಕ ಮಹನೀಯರ [38, 531, 297, 770]
advert-owner-role: ಮಾಲೀಕರು / ಕಂಟ್ರಾಕ್ಟರ್ [91, 2090, 200, 2105]
priyank-col-3: ಮೆರೆದಿದ್ದು, ಇತ್ತೀಚೆಗೆ ಭಾರತದ ಮುಖ್ಯ ನ್ಯಾಯಾಧೀಶರಾದ ಬಿ.ಆರ್.ಗವಾಯಿ ಅವರ ಮೇಲೆ ಶೂ ಎಸೆಯುವ ಪ್ರಯತ್ನ ಖಂಡನೀಯ. ಸಂವಿಧಾನಕ್ಕೆ ಅಗೌರವ ತೋರುವ ಇಂತಹ ವ್ಯಕ್ತಿಗಳಿಗೆ ಕಠಿಣ ಶಿಕ್ಷೆ ವಿಧಿಸಬೇಕು. ಸಚಿವ ಪ್ರಿಯಾಂಕ್ ಖರ್ಗೆ ಅವರಿಗೆ ಬೆದರಿಕೆ ಕರೆ ಮಾಡಿದವರನ್ನು ಕೂಡಲೇ ಬಂಧಿಸಬೇಕು ಎಂದು ಒತ್ತಾಯಿಸಿದರು. ಪ್ರತಿಭಟನೆಯಲ್ಲಿ ದಸಂಸ ಜಿಲ್ಲಾ ಮುಖಂಡರು, ಕಾರ್ಯಕರ್ತರು ಪಾಲ್ಗೊಂಡು ಘೋಷಣೆ ಕೂಗಿದರು. ಸಂವಿಧಾನದ ಮೌಲ್ಯಗಳನ್ನು ಎತ್ತಿಹಿಡಿಯುವುದು ಪ್ರತಿಯೊಬ್ಬ ನಾಗರಿಕನ ಕರ್ತವ್ಯವಾಗಿದೆ ಎಂದು ಹೇಳಿದರು. [995, 1342, 1206, 1563]
advert-tile-photo-6 [552, 1944, 697, 2041]
advert-tile-photo-3 [552, 1844, 697, 1941]
bhoomi-pooja-caption: ಪಟ್ಟನಾಯಕನಹಳ್ಳಿಯ ಶ್ರೀ ರೇವಣಸಿದ್ದೇಶ್ವರಸ್ವಾಮಿಯ ನೂತನ ಮಠ ನಿರ್ಮಾಣಕ್ಕೆ ಶುಕ್ರವಾರ ಭೂಮಿ ಪೂಜೆಯನ್ನು ವಿವಿಧ ಧಾರ್ಮಿಕ ವಿಧಿವಿಧಾನಗಳೊಂದಿಗೆ ನೆರವೇರಿಸಲಾಯಿತು. ಈ ಸಂದರ್ಭದಲ್ಲಿ ಶಾಸಕ ಸಿ.ಬಿ.ಸುರೇಶ್‌ಬಾಬು ಸೇರಿದಂತೆ ಭಕ್ತರು ಹಾಗೂ ಗ್ರಾಮಸ್ಥರು ಇದ್ದರು. [42, 408, 727, 441]
imprint-line [29, 2231, 1437, 2326]
